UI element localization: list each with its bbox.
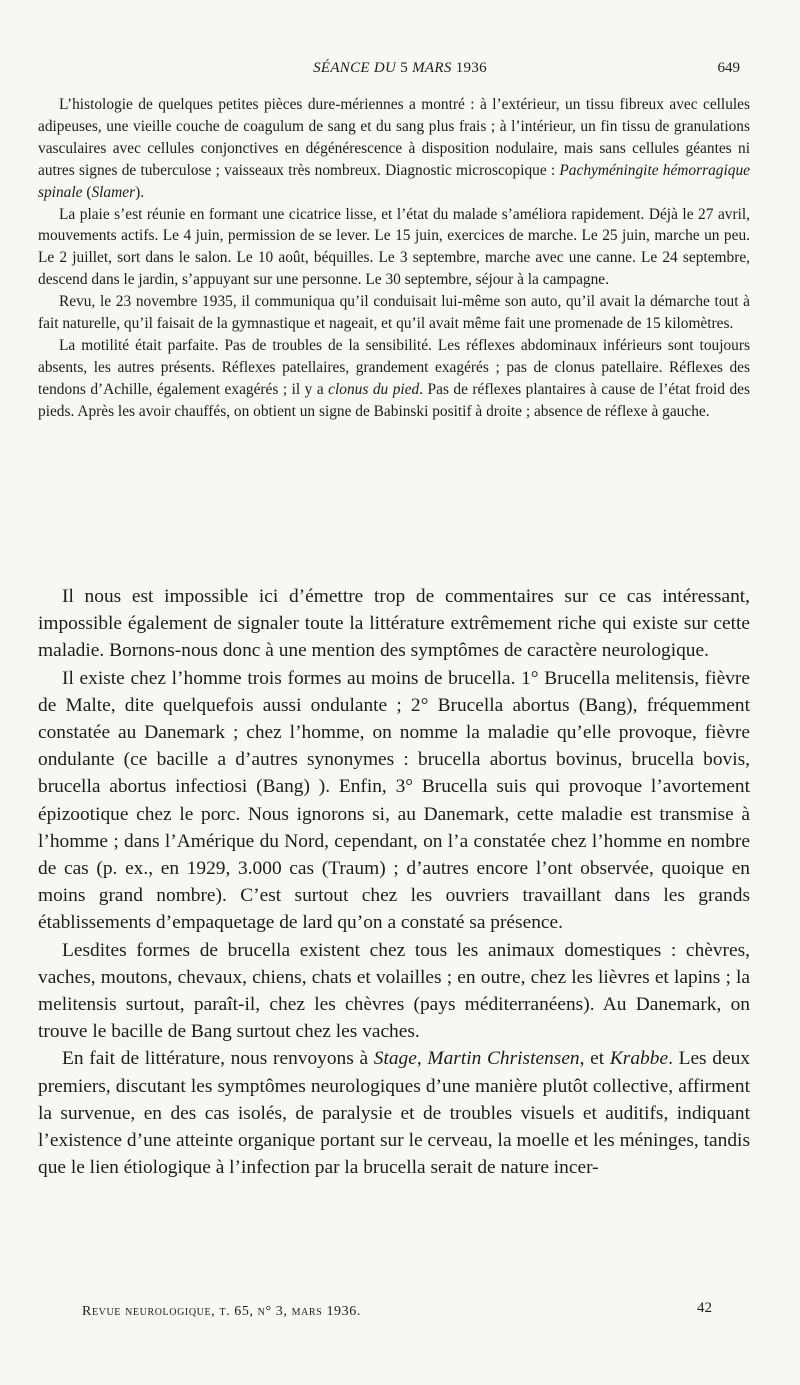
text-run: . Pas de réflexes plantaires à cause de l’état froid des pieds. Après les avoir chauffés, on obtient un signe de Babinski positif à droite ; absence de réflexe à gauche. bbox=[38, 380, 750, 420]
title-seance: SÉANCE DU bbox=[313, 60, 397, 76]
text-run: La motilité était parfaite. Pas de troubles de la sensibilité. Les réflexes abdominaux inférieurs sont toujours absents, les autres présents. Réflexes patellaires, grandement exagérés ; pas de clonus patellaire. Réflexes des tendons d’Achille, également exagérés ; il y a bbox=[38, 336, 750, 398]
text-run: En fait de littérature, nous renvoyons à bbox=[62, 1048, 374, 1070]
text-run: Revu, le 23 novembre 1935, il communiqua qu’il conduisait lui-même son auto, qu’il avait la démarche tout à fait naturelle, qu’il faisait de la gymnastique et nageait, et qu’il avait même fait une promenade de 15 kilomètres. bbox=[38, 293, 750, 333]
text-run: ). bbox=[135, 183, 145, 201]
text-run: , bbox=[416, 1048, 428, 1070]
paragraph bbox=[38, 291, 750, 335]
text-run: Il existe chez l’homme trois formes au moins de brucella. 1° Brucella melitensis, fièvre de Malte, dite quelquefois aussi ondulante ; 2° Brucella abortus (Bang), fréquemment constatée au Danemark ; chez l’homme, on nomme la maladie qu’elle provoque, fièvre ondulante (ce bacille a d’autres synonymes : brucella abortus bovinus, brucella bovis, brucella abortus infectiosi (Bang) ). Enfin, 3° Brucella suis qui provoque l’avortement épizootique chez le porc. Nous ignorons si, au Danemark, cette maladie est transmise à l’homme ; dans l’Amérique du Nord, cependant, on l’a constatée chez l’homme en nombre de cas (p. ex., en 1929, 3.000 cas (Traum) ; d’autres encore l’ont observée, quoique en moins grand nombre). C’est surtout chez les ouvriers travaillant dans les grands établissements d’empaquetage de lard qu’on a constaté sa présence. bbox=[38, 667, 750, 934]
text-run: , et bbox=[579, 1048, 610, 1070]
text-run: ( bbox=[82, 183, 92, 201]
text-run: La plaie s’est réunie en formant une cicatrice lisse, et l’état du malade s’améliora rapidement. Déjà le 27 avril, mouvements actifs. Le 4 juin, permission de se lever. Le 15 juin, exercices de marche. Le 25 juin, marche un peu. Le 2 juillet, sort dans le salon. Le 10 août, béquilles. Le 3 septembre, marche avec une canne. Le 24 septembre, descend dans le jardin, s’appuyant sur une personne. Le 30 septembre, séjour à la campagne. bbox=[38, 205, 750, 289]
text-run: L’histologie de quelques petites pièces dure-mériennes a montré : à l’extérieur, un tissu fibreux avec cellules adipeuses, une vieille couche de coagulum de sang et du sang plus frais ; à l’intérieur, un fin tissu de granulations vasculaires avec cellules conjonctives en dégénérescence à disposition nodulaire, mais sans cellules géantes ni autres signes de tuberculose ; vaisseaux très nombreux. Diagnostic microscopique : bbox=[38, 96, 750, 179]
italic-text: Pachyméningite hémorragique spinale bbox=[38, 161, 750, 201]
italic-text: clonus du pied bbox=[328, 380, 420, 398]
paragraph bbox=[38, 335, 750, 423]
paragraph bbox=[38, 94, 750, 204]
case-report-small-print bbox=[38, 94, 750, 423]
paragraph bbox=[38, 204, 750, 292]
text-run: . Les deux premiers, discutant les symptômes neurologiques d’une manière plutôt collective, affirment la survenue, en des cas isolés, de paralysie et de troubles visuels et auditifs, indiquant l’existence d’une atteinte organique portant sur le cerveau, la moelle et les méninges, tandis que le lien étiologique à l’infection par la brucella serait de nature incer- bbox=[38, 1048, 750, 1179]
paragraph bbox=[38, 937, 750, 1046]
discussion-body bbox=[38, 583, 750, 1181]
text-run: Il nous est impossible ici d’émettre trop de commentaires sur ce cas intéressant, impossible également de signaler toute la littérature extrêmement riche qui existe sur cette maladie. Bornons-nous donc à une mention des symptômes de caractère neurologique. bbox=[38, 586, 750, 662]
page-footer bbox=[82, 1300, 712, 1321]
page-number: 649 bbox=[717, 60, 740, 76]
journal-citation: Revue neurologique, t. 65, n° 3, mars 1936. bbox=[82, 1304, 361, 1319]
paragraph bbox=[38, 1045, 750, 1181]
title-year: 1936 bbox=[455, 60, 487, 76]
signature-mark: 42 bbox=[697, 1300, 712, 1316]
title-day: 5 bbox=[400, 60, 409, 76]
paragraph bbox=[38, 665, 750, 937]
italic-text: Slamer bbox=[91, 183, 136, 201]
text-run: Lesdites formes de brucella existent chez tous les animaux domestiques : chèvres, vaches, moutons, chevaux, chiens, chats et volailles ; en outre, chez les lièvres et lapins ; la melitensis surtout, paraît-il, chez les chèvres (pays méditerranéens). Au Danemark, on trouve le bacille de Bang surtout chez les vaches. bbox=[38, 939, 750, 1043]
italic-text: Martin Christensen bbox=[427, 1048, 580, 1070]
italic-text: Stage bbox=[373, 1048, 417, 1070]
title-month: MARS bbox=[412, 60, 452, 76]
paragraph bbox=[38, 583, 750, 665]
italic-text: Krabbe bbox=[609, 1048, 669, 1070]
page-title bbox=[60, 58, 740, 78]
